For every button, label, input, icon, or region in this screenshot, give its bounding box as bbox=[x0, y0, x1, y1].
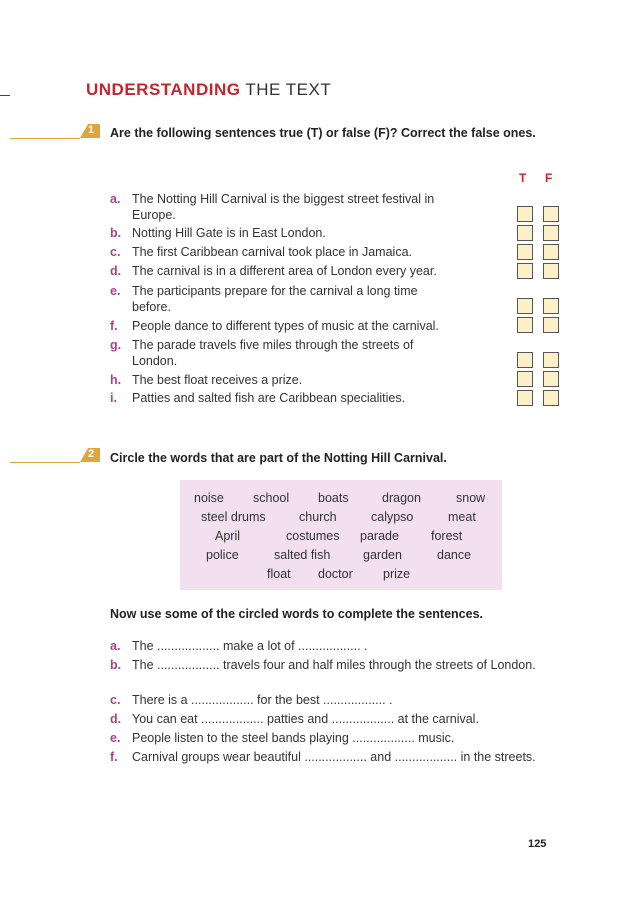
sentence-item bbox=[110, 692, 560, 708]
false-checkbox[interactable] bbox=[543, 371, 559, 387]
true-checkbox[interactable] bbox=[517, 390, 533, 406]
false-checkbox[interactable] bbox=[543, 317, 559, 333]
item-text: Patties and salted fish are Caribbean specialities. bbox=[132, 391, 406, 405]
item-text: The best float receives a prize. bbox=[132, 373, 303, 387]
margin-rule bbox=[0, 95, 10, 96]
false-checkbox[interactable] bbox=[543, 352, 559, 368]
item-letter: d. bbox=[110, 712, 122, 726]
section-title-strong: UNDERSTANDING bbox=[86, 80, 241, 99]
word[interactable]: April bbox=[215, 529, 241, 543]
item-letter: d. bbox=[110, 264, 122, 278]
false-checkbox[interactable] bbox=[543, 206, 559, 222]
item-text: The participants prepare for the carnival a long time before. bbox=[132, 284, 418, 314]
word[interactable]: forest bbox=[431, 529, 463, 543]
exercise-2-instruction: Circle the words that are part of the Notting Hill Carnival. bbox=[110, 451, 447, 465]
item-text: The .................. make a lot of .................. . bbox=[132, 639, 368, 653]
item-text: People dance to different types of music at the carnival. bbox=[132, 319, 439, 333]
word[interactable]: noise bbox=[194, 491, 224, 505]
true-column-header: T bbox=[519, 171, 527, 185]
section-title bbox=[86, 80, 331, 100]
item-text: You can eat .................. patties and .................. at the carnival. bbox=[132, 712, 479, 726]
word[interactable]: calypso bbox=[371, 510, 414, 524]
word[interactable]: dance bbox=[437, 548, 472, 562]
exercise-2-badge bbox=[80, 448, 100, 462]
false-checkbox[interactable] bbox=[543, 244, 559, 260]
exercise-2-instruction-2: Now use some of the circled words to complete the sentences. bbox=[110, 607, 484, 621]
item-text: Notting Hill Gate is in East London. bbox=[132, 226, 326, 240]
word[interactable]: garden bbox=[363, 548, 402, 562]
word[interactable]: meat bbox=[448, 510, 476, 524]
exercise-1-number: 1 bbox=[88, 124, 95, 136]
item-letter: c. bbox=[110, 245, 121, 259]
page-number: 125 bbox=[528, 838, 547, 850]
section-title-rest: THE TEXT bbox=[240, 80, 332, 99]
true-checkbox[interactable] bbox=[517, 263, 533, 279]
exercise-2-rule bbox=[10, 462, 80, 463]
sentence-item bbox=[110, 638, 560, 654]
item-text: Carnival groups wear beautiful .................. and .................. in the streets. bbox=[132, 750, 536, 764]
word[interactable]: snow bbox=[456, 491, 486, 505]
item-text: There is a .................. for the best .................. . bbox=[132, 693, 393, 707]
word[interactable]: boats bbox=[318, 491, 349, 505]
statement-item bbox=[110, 225, 490, 241]
item-text: People listen to the steel bands playing .................. music. bbox=[132, 731, 455, 745]
item-letter: a. bbox=[110, 639, 121, 653]
word[interactable]: dragon bbox=[382, 491, 421, 505]
item-text: The first Caribbean carnival took place in Jamaica. bbox=[132, 245, 412, 259]
statement-item bbox=[110, 337, 490, 369]
word[interactable]: costumes bbox=[286, 529, 340, 543]
sentence-item bbox=[110, 711, 560, 727]
false-checkbox[interactable] bbox=[543, 263, 559, 279]
word[interactable]: prize bbox=[383, 567, 411, 581]
false-checkbox[interactable] bbox=[543, 390, 559, 406]
statement-item bbox=[110, 283, 490, 315]
statement-item bbox=[110, 263, 490, 279]
word[interactable]: doctor bbox=[318, 567, 353, 581]
item-text: The carnival is in a different area of London every year. bbox=[132, 264, 437, 278]
false-column-header: F bbox=[545, 171, 553, 185]
statement-item bbox=[110, 191, 490, 223]
item-text: The .................. travels four and half miles through the streets of London. bbox=[132, 658, 536, 672]
exercise-2-number: 2 bbox=[88, 448, 95, 460]
item-letter: i. bbox=[110, 391, 117, 405]
sentence-item bbox=[110, 749, 560, 765]
item-letter: c. bbox=[110, 693, 121, 707]
word-box bbox=[180, 480, 502, 590]
item-letter: e. bbox=[110, 284, 121, 298]
item-text: The parade travels five miles through the streets of London. bbox=[132, 338, 414, 368]
word[interactable]: float bbox=[267, 567, 291, 581]
word[interactable]: church bbox=[299, 510, 337, 524]
statement-item bbox=[110, 244, 490, 260]
item-letter: a. bbox=[110, 192, 121, 206]
true-checkbox[interactable] bbox=[517, 352, 533, 368]
exercise-1-instruction: Are the following sentences true (T) or false (F)? Correct the false ones. bbox=[110, 126, 536, 140]
statement-item bbox=[110, 318, 490, 334]
item-letter: e. bbox=[110, 731, 121, 745]
item-letter: g. bbox=[110, 338, 122, 352]
exercise-1-badge bbox=[80, 124, 100, 138]
true-checkbox[interactable] bbox=[517, 206, 533, 222]
statement-item bbox=[110, 390, 490, 406]
statement-item bbox=[110, 372, 490, 388]
item-letter: f. bbox=[110, 319, 118, 333]
word[interactable]: school bbox=[253, 491, 290, 505]
word[interactable]: police bbox=[206, 548, 239, 562]
false-checkbox[interactable] bbox=[543, 298, 559, 314]
item-text: The Notting Hill Carnival is the biggest street festival in Europe. bbox=[132, 192, 435, 222]
true-checkbox[interactable] bbox=[517, 225, 533, 241]
true-checkbox[interactable] bbox=[517, 317, 533, 333]
item-letter: b. bbox=[110, 658, 122, 672]
false-checkbox[interactable] bbox=[543, 225, 559, 241]
item-letter: h. bbox=[110, 373, 122, 387]
sentence-item bbox=[110, 657, 560, 673]
exercise-1-rule bbox=[10, 138, 80, 139]
sentence-item bbox=[110, 730, 560, 746]
item-letter: b. bbox=[110, 226, 122, 240]
word[interactable]: salted fish bbox=[274, 548, 331, 562]
item-letter: f. bbox=[110, 750, 118, 764]
true-checkbox[interactable] bbox=[517, 244, 533, 260]
word[interactable]: parade bbox=[360, 529, 399, 543]
true-checkbox[interactable] bbox=[517, 371, 533, 387]
word[interactable]: steel drums bbox=[201, 510, 266, 524]
true-checkbox[interactable] bbox=[517, 298, 533, 314]
